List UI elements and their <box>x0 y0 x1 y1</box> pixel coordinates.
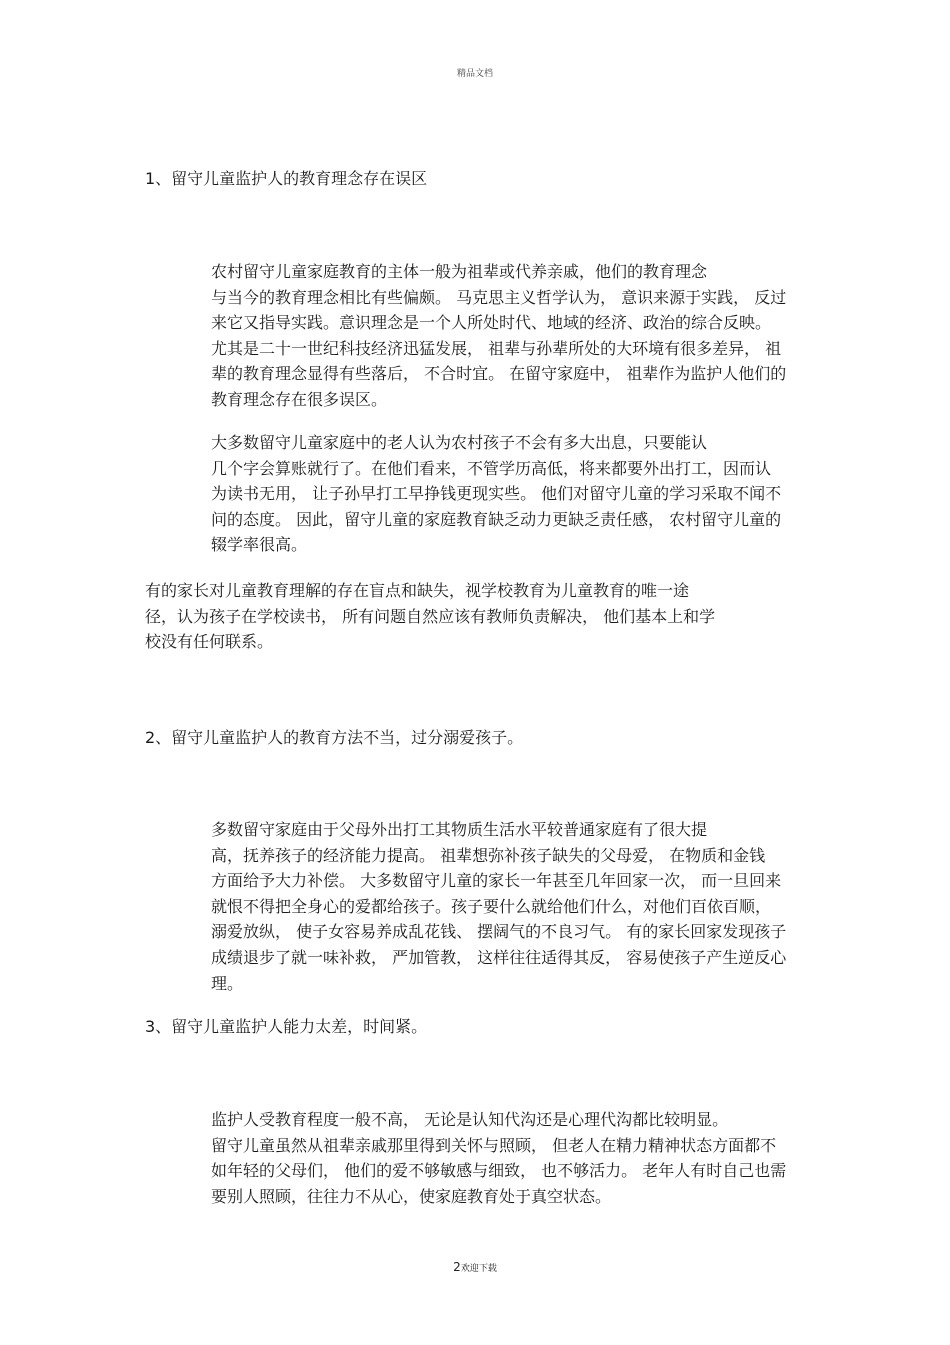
paragraph-2-1 <box>145 817 810 996</box>
page-header: 精品文档 <box>456 69 493 79</box>
text-line: 监护人受教育程度一般不高， 无论是认知代沟还是心理代沟都比较明显。 <box>211 1110 729 1129</box>
paragraph-3-1 <box>145 1107 810 1209</box>
text-line: 校没有任何联系。 <box>145 632 274 652</box>
section-heading-1: 1、留守儿童监护人的教育理念存在误区 <box>145 169 428 188</box>
text-line: 要别人照顾，往往力不从心，使家庭教育处于真空状态。 <box>211 1186 612 1206</box>
text-line: 理。 <box>211 973 244 993</box>
text-line: 来它又指导实践。意识理念是一个人所处时代、地域的经济、政治的综合反映。 <box>211 313 772 333</box>
text-line: 与当今的教育理念相比有些偏颇。 马克思主义哲学认为， 意识来源于实践， 反过 <box>211 287 787 307</box>
text-line: 就恨不得把全身心的爱都给孩子。孩子要什么就给他们什么，对他们百依百顺， <box>211 896 772 916</box>
text-line: 径，认为孩子在学校读书， 所有问题自然应该有教师负责解决， 他们基本上和学 <box>145 606 716 626</box>
text-line: 辈的教育理念显得有些落后， 不合时宜。 在留守家庭中， 祖辈作为监护人他们的 <box>211 364 787 384</box>
text-line: 多数留守家庭由于父母外出打工其物质生活水平较普通家庭有了很大提 <box>211 820 708 839</box>
footer-text: 欢迎下载 <box>460 1264 497 1274</box>
text-line: 成绩退步了就一味补救， 严加管教， 这样往往适得其反， 容易使孩子产生逆反心 <box>211 947 787 967</box>
text-line: 几个字会算账就行了。在他们看来，不管学历高低，将来都要外出打工，因而认 <box>211 458 772 478</box>
text-line: 问的态度。 因此，留守儿童的家庭教育缺乏动力更缺乏责任感， 农村留守儿童的 <box>211 509 782 529</box>
text-line: 有的家长对儿童教育理解的存在盲点和缺失，视学校教育为儿童教育的唯一途 <box>145 581 690 600</box>
paragraph-1-2 <box>145 430 810 558</box>
text-line: 辍学率很高。 <box>211 535 308 555</box>
text-line: 方面给予大力补偿。 大多数留守儿童的家长一年甚至几年回家一次， 而一旦回来 <box>211 871 782 891</box>
text-line: 高，抚养孩子的经济能力提高。 祖辈想弥补孩子缺失的父母爱， 在物质和金钱 <box>211 845 766 865</box>
text-line: 如年轻的父母们， 他们的爱不够敏感与细致， 也不够活力。 老年人有时自己也需 <box>211 1161 787 1181</box>
paragraph-1-3 <box>145 578 810 655</box>
text-line: 溺爱放纵， 使子女容易养成乱花钱、 摆阔气的不良习气。 有的家长回家发现孩子 <box>211 922 787 942</box>
text-line: 教育理念存在很多误区。 <box>211 389 388 409</box>
page-number: 2 <box>453 1260 461 1274</box>
text-line: 留守儿童虽然从祖辈亲戚那里得到关怀与照顾， 但老人在精力精神状态方面都不 <box>211 1135 777 1155</box>
section-heading-3: 3、留守儿童监护人能力太差，时间紧。 <box>145 1017 428 1036</box>
text-line: 大多数留守儿童家庭中的老人认为农村孩子不会有多大出息，只要能认 <box>211 433 708 452</box>
paragraph-1-1 <box>145 259 810 413</box>
text-line: 尤其是二十一世纪科技经济迅猛发展， 祖辈与孙辈所处的大环境有很多差异， 祖 <box>211 338 782 358</box>
text-line: 为读书无用， 让子孙早打工早挣钱更现实些。 他们对留守儿童的学习采取不闻不 <box>211 484 782 504</box>
text-line: 农村留守儿童家庭教育的主体一般为祖辈或代养亲戚，他们的教育理念 <box>211 262 708 281</box>
section-heading-2: 2、留守儿童监护人的教育方法不当，过分溺爱孩子。 <box>145 728 524 747</box>
page-footer <box>0 1260 950 1274</box>
